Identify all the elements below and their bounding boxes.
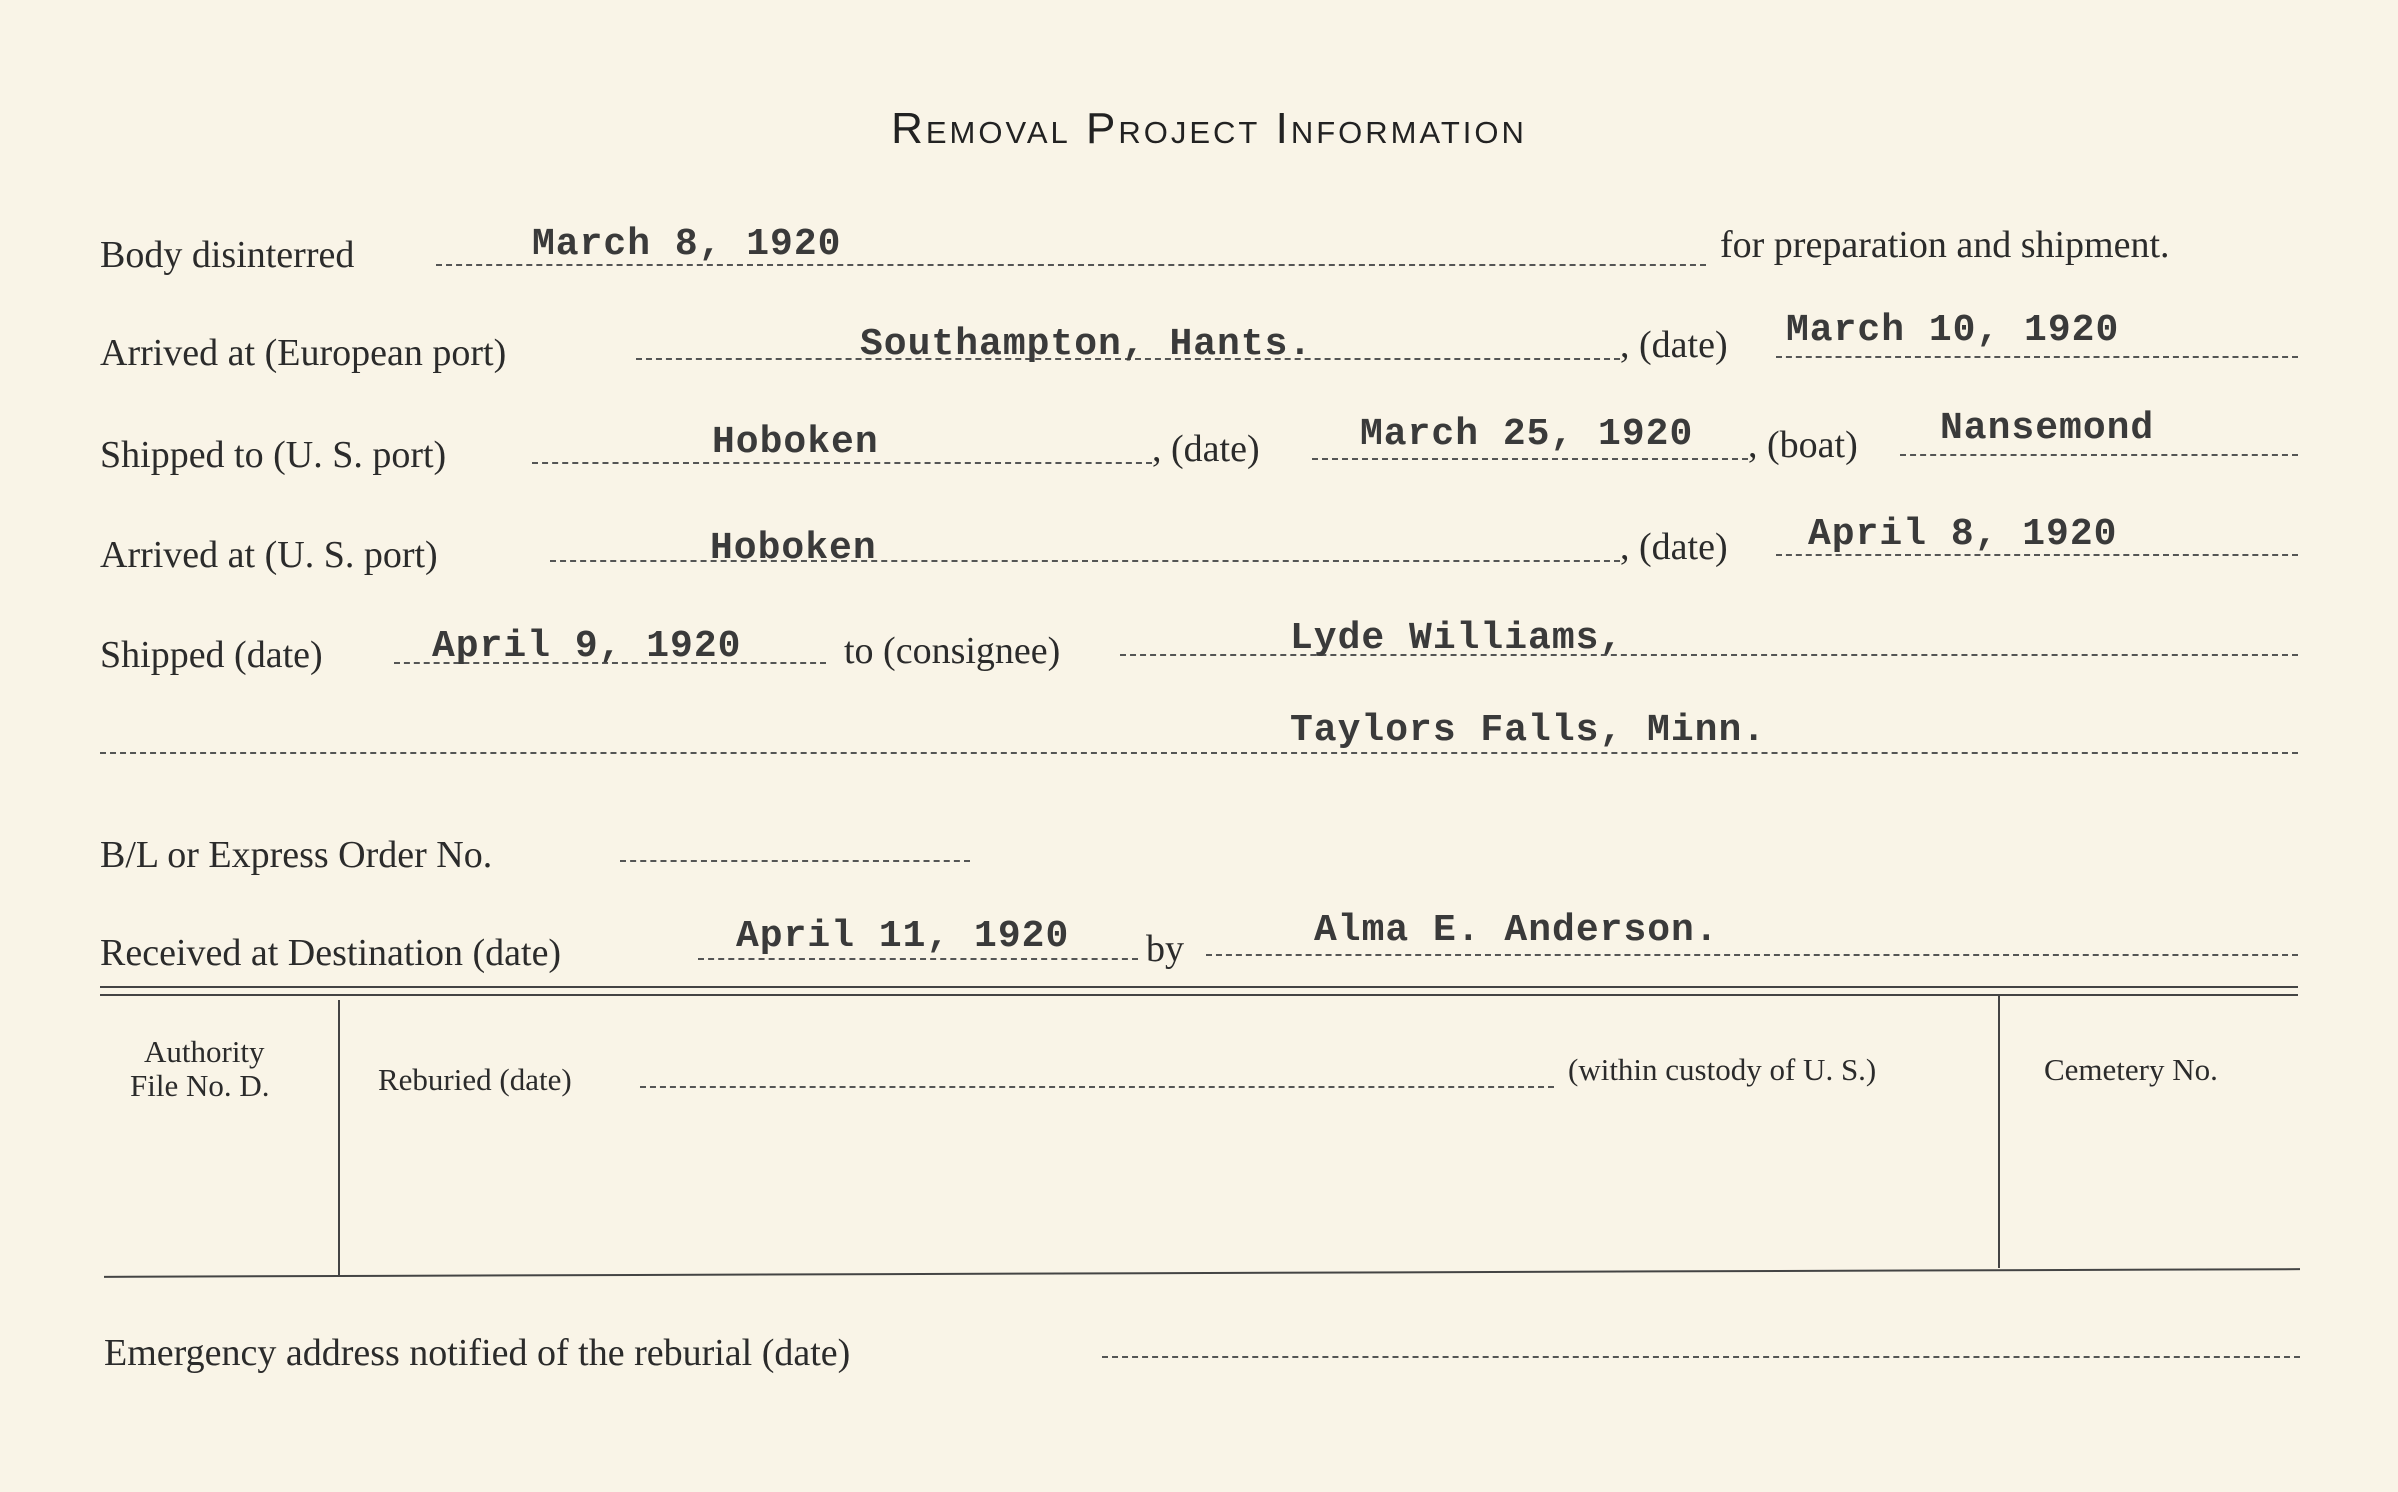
bl-express-order-line xyxy=(620,860,970,862)
shipped-date-label: , (date) xyxy=(1152,428,1260,470)
shipped-to-us-port-value: Hoboken xyxy=(712,421,879,464)
emergency-address-line xyxy=(1102,1356,2300,1358)
arrived-us-port-value: Hoboken xyxy=(710,527,877,570)
authority-label-line1: Authority xyxy=(144,1034,265,1069)
box-top-rule-1 xyxy=(100,986,2298,988)
preparation-shipment-text: for preparation and shipment. xyxy=(1720,224,2170,266)
european-port-date-value: March 10, 1920 xyxy=(1786,309,2120,352)
shipped-date-row-label: Shipped (date) xyxy=(100,634,323,676)
shipped-date-line xyxy=(1312,458,1748,460)
authority-label-line2: File No. D. xyxy=(130,1068,270,1103)
consignee-address-value: Taylors Falls, Minn. xyxy=(1290,709,1767,752)
arrived-us-port-date-label: , (date) xyxy=(1620,526,1728,568)
consignee-value: Lyde Williams, xyxy=(1290,617,1624,660)
box-divider-left xyxy=(338,1000,340,1276)
boat-label: , (boat) xyxy=(1748,424,1858,466)
arrived-us-port-date-value: April 8, 1920 xyxy=(1808,513,2118,556)
title-text: Removal Project Information xyxy=(891,104,1527,153)
body-disinterred-value: March 8, 1920 xyxy=(532,223,842,266)
consignee-address-line xyxy=(100,752,2298,754)
cemetery-no-label: Cemetery No. xyxy=(2044,1052,2218,1087)
european-port-date-line xyxy=(1776,356,2298,358)
reburied-label: Reburied (date) xyxy=(378,1062,572,1097)
emergency-address-label: Emergency address notified of the reburial (date) xyxy=(104,1332,851,1374)
received-destination-date-value: April 11, 1920 xyxy=(736,915,1070,958)
reburied-line xyxy=(640,1086,1554,1088)
box-top-rule-2 xyxy=(100,994,2298,996)
custody-label: (within custody of U. S.) xyxy=(1568,1052,1877,1087)
boat-value: Nansemond xyxy=(1940,407,2155,450)
european-port-label: Arrived at (European port) xyxy=(100,332,507,374)
european-port-value: Southampton, Hants. xyxy=(860,323,1313,366)
body-disinterred-label: Body disinterred xyxy=(100,234,355,276)
box-divider-right xyxy=(1998,994,2000,1268)
received-by-value: Alma E. Anderson. xyxy=(1314,909,1719,952)
shipped-date-value: March 25, 1920 xyxy=(1360,413,1694,456)
received-by-line xyxy=(1206,954,2298,956)
received-by-label: by xyxy=(1146,928,1184,970)
shipped-to-us-port-label: Shipped to (U. S. port) xyxy=(100,434,447,476)
arrived-us-port-label: Arrived at (U. S. port) xyxy=(100,534,438,576)
european-port-date-label: , (date) xyxy=(1620,324,1728,366)
consignee-label: to (consignee) xyxy=(844,630,1061,672)
bl-express-order-label: B/L or Express Order No. xyxy=(100,834,493,876)
card-title xyxy=(0,104,2398,154)
received-destination-label: Received at Destination (date) xyxy=(100,932,562,974)
boat-line xyxy=(1900,454,2298,456)
received-destination-date-line xyxy=(698,958,1138,960)
box-bottom-rule xyxy=(104,1268,2300,1278)
shipped-date-row-value: April 9, 1920 xyxy=(432,625,742,668)
